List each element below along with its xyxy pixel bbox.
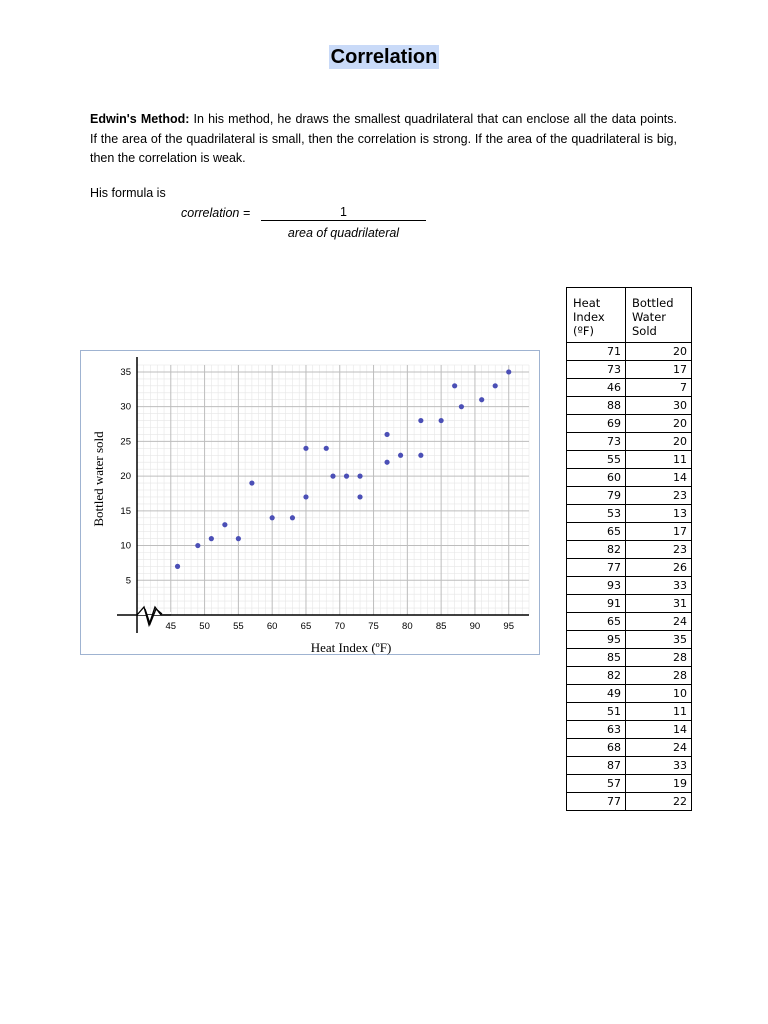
data-point xyxy=(357,494,362,499)
data-point xyxy=(249,480,254,485)
table-row xyxy=(567,595,692,613)
data-point xyxy=(398,453,403,458)
cell-bottled-water-sold: 28 xyxy=(626,649,692,667)
cell-heat-index: 71 xyxy=(567,343,626,361)
table-body xyxy=(567,343,692,811)
table-row xyxy=(567,667,692,685)
table-row xyxy=(567,793,692,811)
cell-bottled-water-sold: 24 xyxy=(626,739,692,757)
header-bottled-water-sold: Bottled Water Sold xyxy=(626,288,692,343)
table-row xyxy=(567,343,692,361)
cell-bottled-water-sold: 10 xyxy=(626,685,692,703)
cell-bottled-water-sold: 7 xyxy=(626,379,692,397)
data-point xyxy=(384,432,389,437)
table-row xyxy=(567,775,692,793)
x-tick-label: 95 xyxy=(503,621,515,632)
cell-bottled-water-sold: 17 xyxy=(626,523,692,541)
cell-heat-index: 73 xyxy=(567,433,626,451)
cell-heat-index: 46 xyxy=(567,379,626,397)
table-header-row xyxy=(567,288,692,343)
x-tick-label: 50 xyxy=(199,621,210,632)
y-tick-label: 35 xyxy=(120,366,131,378)
cell-heat-index: 65 xyxy=(567,523,626,541)
y-tick-label: 10 xyxy=(120,540,131,552)
cell-bottled-water-sold: 11 xyxy=(626,703,692,721)
data-point xyxy=(303,494,308,499)
cell-heat-index: 55 xyxy=(567,451,626,469)
cell-heat-index: 57 xyxy=(567,775,626,793)
data-point xyxy=(195,543,200,548)
cell-heat-index: 51 xyxy=(567,703,626,721)
x-tick-label: 85 xyxy=(435,621,447,632)
cell-bottled-water-sold: 24 xyxy=(626,613,692,631)
x-tick-label: 90 xyxy=(469,621,481,632)
table-row xyxy=(567,451,692,469)
table-row xyxy=(567,649,692,667)
data-point xyxy=(236,536,241,541)
table-row xyxy=(567,433,692,451)
cell-heat-index: 77 xyxy=(567,559,626,577)
cell-bottled-water-sold: 33 xyxy=(626,757,692,775)
table-row xyxy=(567,685,692,703)
cell-heat-index: 95 xyxy=(567,631,626,649)
page-title-wrap xyxy=(0,46,768,69)
cell-bottled-water-sold: 20 xyxy=(626,415,692,433)
data-point xyxy=(418,453,423,458)
table-row xyxy=(567,361,692,379)
y-tick-label: 15 xyxy=(120,505,131,517)
data-point xyxy=(344,474,349,479)
cell-heat-index: 77 xyxy=(567,793,626,811)
table-row xyxy=(567,577,692,595)
table-row xyxy=(567,613,692,631)
data-point xyxy=(479,397,484,402)
y-tick-label: 5 xyxy=(125,575,131,587)
data-point xyxy=(493,383,498,388)
data-point xyxy=(222,522,227,527)
x-tick-label: 75 xyxy=(368,621,379,632)
x-tick-label: 60 xyxy=(266,621,278,632)
table-row xyxy=(567,721,692,739)
x-tick-label: 70 xyxy=(334,621,346,632)
table-row xyxy=(567,541,692,559)
x-tick-label: 65 xyxy=(300,621,312,632)
data-point xyxy=(175,564,180,569)
cell-heat-index: 73 xyxy=(567,361,626,379)
cell-heat-index: 49 xyxy=(567,685,626,703)
axes xyxy=(117,357,529,633)
formula-denominator: area of quadrilateral xyxy=(287,226,400,240)
y-tick-label: 25 xyxy=(120,436,131,448)
table-row xyxy=(567,523,692,541)
table-row xyxy=(567,559,692,577)
cell-heat-index: 85 xyxy=(567,649,626,667)
data-point xyxy=(452,383,457,388)
cell-heat-index: 60 xyxy=(567,469,626,487)
data-point xyxy=(330,474,335,479)
cell-bottled-water-sold: 30 xyxy=(626,397,692,415)
data-point xyxy=(439,418,444,423)
table-row xyxy=(567,703,692,721)
cell-bottled-water-sold: 13 xyxy=(626,505,692,523)
cell-heat-index: 82 xyxy=(567,541,626,559)
cell-bottled-water-sold: 14 xyxy=(626,469,692,487)
formula-intro: His formula is xyxy=(90,186,166,200)
cell-bottled-water-sold: 23 xyxy=(626,541,692,559)
table-row xyxy=(567,505,692,523)
cell-bottled-water-sold: 17 xyxy=(626,361,692,379)
cell-bottled-water-sold: 20 xyxy=(626,343,692,361)
cell-heat-index: 65 xyxy=(567,613,626,631)
cell-bottled-water-sold: 14 xyxy=(626,721,692,739)
cell-bottled-water-sold: 22 xyxy=(626,793,692,811)
cell-bottled-water-sold: 20 xyxy=(626,433,692,451)
table-row xyxy=(567,757,692,775)
cell-heat-index: 88 xyxy=(567,397,626,415)
cell-bottled-water-sold: 19 xyxy=(626,775,692,793)
cell-bottled-water-sold: 31 xyxy=(626,595,692,613)
data-point xyxy=(270,515,275,520)
header-heat-index: Heat Index (ºF) xyxy=(567,288,626,343)
data-point xyxy=(209,536,214,541)
y-axis-label: Bottled water sold xyxy=(91,431,106,527)
table-row xyxy=(567,469,692,487)
table-row xyxy=(567,397,692,415)
grid-minor xyxy=(137,365,529,615)
data-point xyxy=(418,418,423,423)
data-table xyxy=(566,287,692,811)
data-point xyxy=(357,474,362,479)
scatter-plot-svg xyxy=(81,351,541,656)
cell-heat-index: 93 xyxy=(567,577,626,595)
table-row xyxy=(567,739,692,757)
data-point xyxy=(459,404,464,409)
x-tick-label: 80 xyxy=(402,621,413,632)
data-point xyxy=(384,460,389,465)
cell-bottled-water-sold: 23 xyxy=(626,487,692,505)
y-tick-label: 30 xyxy=(120,401,131,413)
cell-heat-index: 68 xyxy=(567,739,626,757)
data-point xyxy=(506,369,511,374)
table-row xyxy=(567,379,692,397)
cell-heat-index: 63 xyxy=(567,721,626,739)
y-tick-label: 20 xyxy=(120,471,131,483)
data-point xyxy=(324,446,329,451)
method-name: Edwin's Method: xyxy=(90,112,190,126)
table-row xyxy=(567,487,692,505)
scatter-chart xyxy=(80,350,540,655)
table-row xyxy=(567,631,692,649)
table-row xyxy=(567,415,692,433)
cell-bottled-water-sold: 11 xyxy=(626,451,692,469)
formula-label: correlation = xyxy=(181,206,251,220)
page-title: Correlation xyxy=(330,46,438,68)
cell-bottled-water-sold: 33 xyxy=(626,577,692,595)
x-tick-label: 55 xyxy=(233,621,244,632)
cell-heat-index: 79 xyxy=(567,487,626,505)
x-axis-label: Heat Index (ºF) xyxy=(310,640,392,655)
cell-heat-index: 53 xyxy=(567,505,626,523)
data-table-wrap xyxy=(566,287,692,811)
cell-heat-index: 69 xyxy=(567,415,626,433)
data-point xyxy=(290,515,295,520)
data-point xyxy=(303,446,308,451)
method-text: In his method, he draws the smallest quadrilateral that can enclose all the data points. If the area of the quadrilateral is small, then the correlation is strong. If the area of the quadrilateral is big, then the correlation is weak. xyxy=(90,112,677,165)
cell-bottled-water-sold: 28 xyxy=(626,667,692,685)
method-paragraph xyxy=(90,110,677,169)
formula-numerator: 1 xyxy=(261,205,426,221)
x-tick-label: 45 xyxy=(165,621,177,632)
cell-bottled-water-sold: 35 xyxy=(626,631,692,649)
cell-bottled-water-sold: 26 xyxy=(626,559,692,577)
cell-heat-index: 87 xyxy=(567,757,626,775)
cell-heat-index: 82 xyxy=(567,667,626,685)
cell-heat-index: 91 xyxy=(567,595,626,613)
